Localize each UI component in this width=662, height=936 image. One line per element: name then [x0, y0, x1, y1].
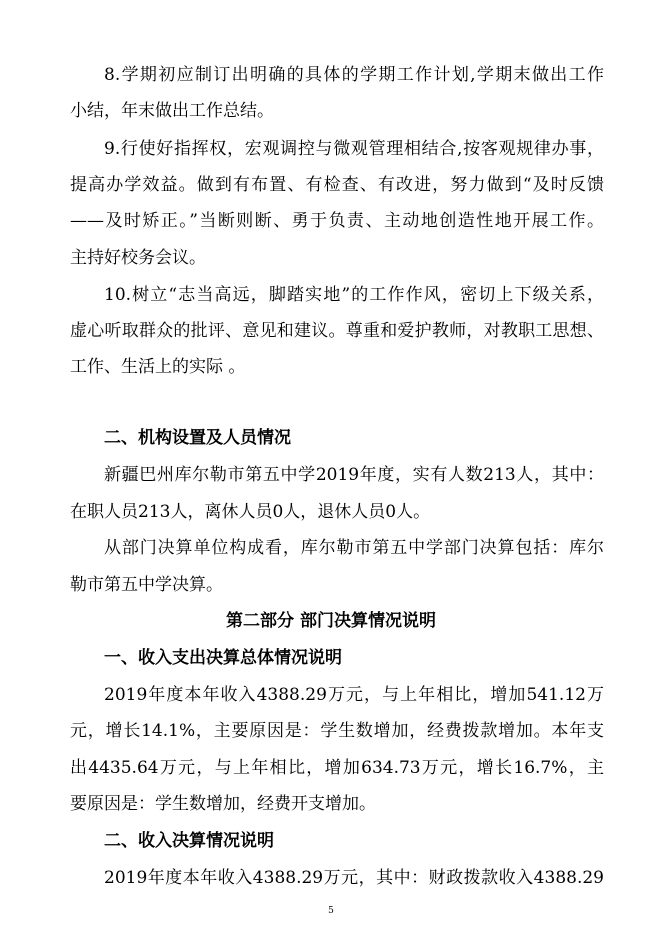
income-expense-line-2: 元，增长14.1%，主要原因是：学生数增加，经费拨款增加。本年支	[70, 721, 604, 741]
page-number: 5	[328, 906, 334, 916]
item-9-line-2: 提高办学效益。做到有布置、有检查、有改进，努力做到“及时反馈	[70, 175, 604, 195]
organization-para-1-line-2: 在职人员213人，离休人员0人，退休人员0人。	[70, 502, 431, 522]
income-expense-line-4: 要原因是：学生数增加，经费开支增加。	[70, 794, 376, 814]
income-expense-line-1: 2019年度本年收入4388.29万元，与上年相比，增加541.12万	[104, 685, 604, 705]
item-8-line-2: 小结，年末做出工作总结。	[70, 101, 274, 121]
item-10-line-3: 工作、生活上的实际 。	[70, 357, 246, 377]
item-9-line-3: ——及时矫正。”当断则断、勇于负责、主动地创造性地开展工作。	[70, 211, 604, 231]
organization-para-2-line-1: 从部门决算单位构成看，库尔勒市第五中学部门决算包括：库尔	[104, 538, 604, 558]
part-title: 第二部分 部门决算情况说明	[226, 611, 436, 631]
item-10-line-2: 虚心听取群众的批评、意见和建议。尊重和爱护教师，对教职工思想、	[70, 321, 604, 341]
item-8-line-1: 8.学期初应制订出明确的具体的学期工作计划,学期末做出工作	[104, 65, 604, 85]
item-10-line-1: 10.树立“志当高远，脚踏实地”的工作作风，密切上下级关系，	[104, 285, 604, 305]
organization-para-1-line-1: 新疆巴州库尔勒市第五中学2019年度，实有人数213人，其中：	[104, 465, 604, 485]
item-9-line-4: 主持好校务会议。	[70, 248, 206, 268]
organization-para-2-line-2: 勒市第五中学决算。	[70, 575, 223, 595]
section-heading-income: 二、收入决算情况说明	[104, 831, 274, 851]
section-heading-organization: 二、机构设置及人员情况	[104, 428, 291, 448]
income-expense-line-3: 出4435.64万元，与上年相比，增加634.73万元，增长16.7%，主	[70, 758, 604, 778]
item-9-line-1: 9.行使好指挥权，宏观调控与微观管理相结合,按客观规律办事，	[104, 139, 604, 159]
income-line-1: 2019年度本年收入4388.29万元，其中：财政拨款收入4388.29	[104, 868, 604, 888]
section-heading-income-expense: 一、收入支出决算总体情况说明	[104, 648, 342, 668]
